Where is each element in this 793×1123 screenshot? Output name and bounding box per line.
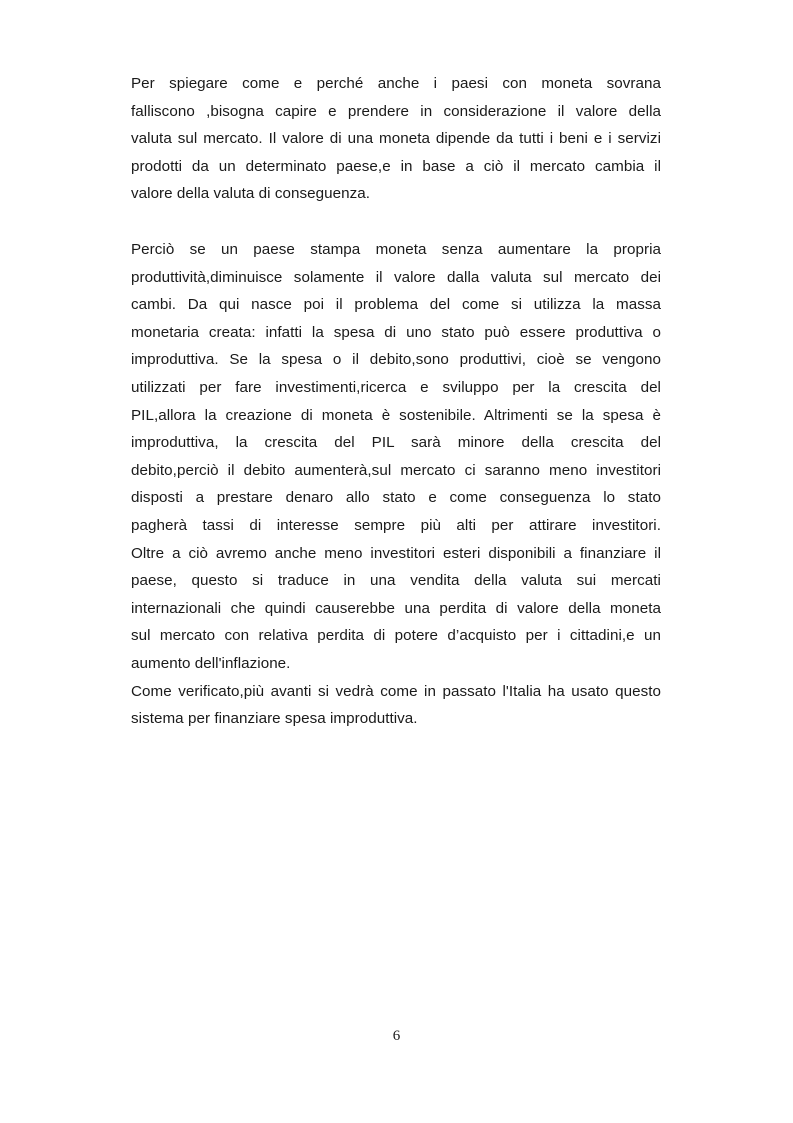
text-line: produttività,diminuisce solamente il valore dalla valuta sul mercato dei	[131, 268, 661, 286]
text-line: pagherà tassi di interesse sempre più alti per attirare investitori.	[131, 516, 661, 534]
text-line: falliscono ,bisogna capire e prendere in considerazione il valore della	[131, 102, 661, 120]
text-line: Come verificato,più avanti si vedrà come in passato l'Italia ha usato questo	[131, 682, 661, 700]
text-line: paese, questo si traduce in una vendita della valuta sui mercati	[131, 572, 661, 590]
text-line: sistema per finanziare spesa improduttiva.	[131, 710, 418, 728]
text-line: debito,perciò il debito aumenterà,sul mercato ci saranno meno investitori	[131, 461, 661, 479]
text-line: Oltre a ciò avremo anche meno investitori esteri disponibili a finanziare il	[131, 544, 661, 562]
paragraph-1	[131, 70, 661, 208]
paragraph-2	[131, 236, 661, 733]
text-line: valore della valuta di conseguenza.	[131, 185, 371, 203]
text-line: valuta sul mercato. Il valore di una moneta dipende da tutti i beni e i servizi	[131, 130, 661, 148]
text-line: utilizzati per fare investimenti,ricerca e sviluppo per la crescita del	[131, 378, 661, 396]
text-line: improduttiva, la crescita del PIL sarà minore della crescita del	[131, 434, 661, 452]
text-line: Perciò se un paese stampa moneta senza aumentare la propria	[131, 241, 661, 258]
text-line: cambi. Da qui nasce poi il problema del come si utilizza la massa	[131, 296, 661, 314]
text-line: Per spiegare come e perché anche i paesi con moneta sovrana	[131, 75, 661, 92]
text-line: improduttiva. Se la spesa o il debito,sono produttivi, cioè se vengono	[131, 351, 661, 369]
text-line: internazionali che quindi causerebbe una perdita di valore della moneta	[131, 599, 661, 617]
page-number: 6	[392, 1028, 401, 1044]
text-line: prodotti da un determinato paese,e in base a ciò il mercato cambia il	[131, 157, 661, 175]
text-line: monetaria creata: infatti la spesa di uno stato può essere produttiva o	[131, 323, 661, 341]
text-line: sul mercato con relativa perdita di potere d’acquisto per i cittadini,e un	[131, 627, 661, 645]
text-line: disposti a prestare denaro allo stato e come conseguenza lo stato	[131, 489, 661, 507]
text-line: PIL,allora la creazione di moneta è sostenibile. Altrimenti se la spesa è	[131, 406, 661, 424]
text-line: aumento dell'inflazione.	[131, 654, 291, 672]
